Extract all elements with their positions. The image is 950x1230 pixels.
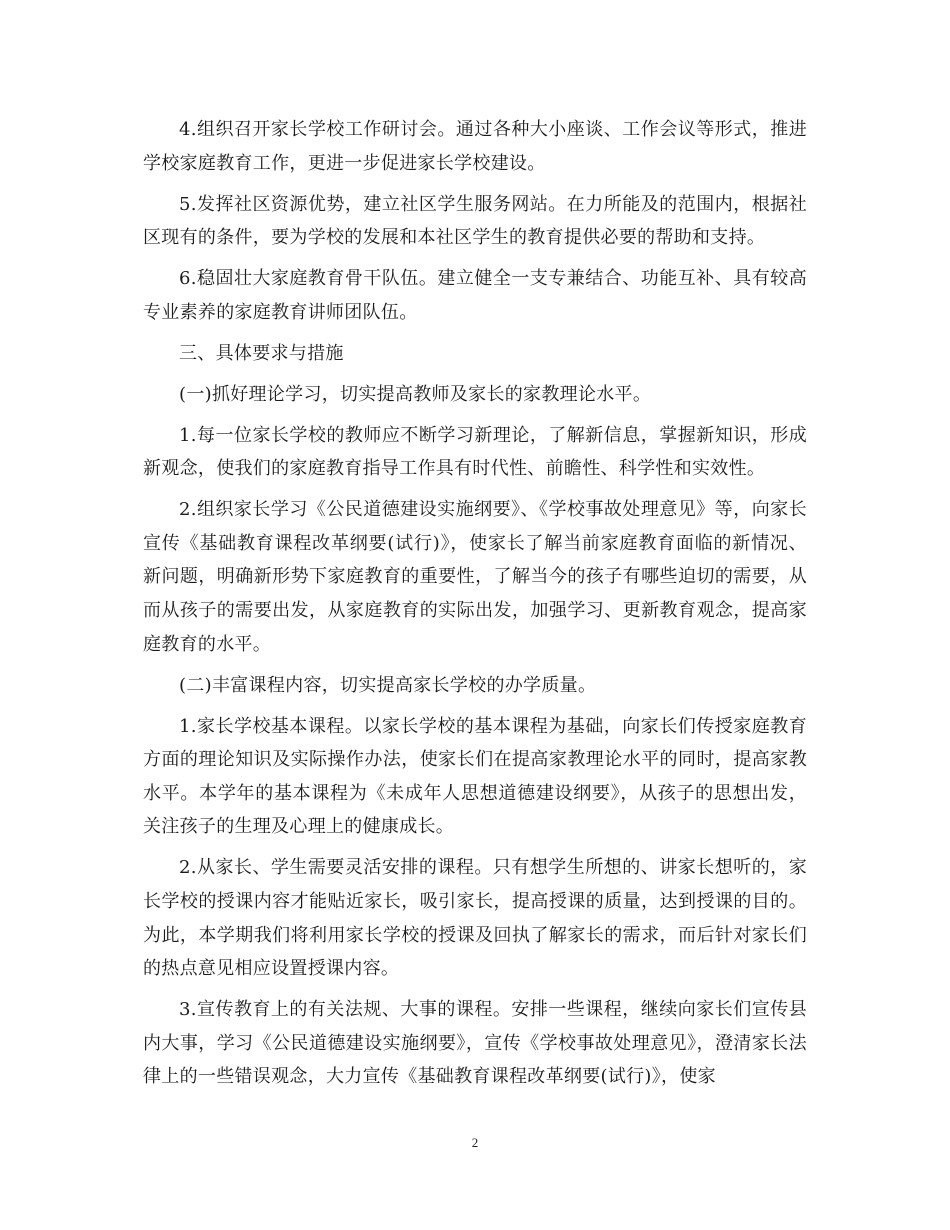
- paragraph-sub2-item-1: 1.家长学校基本课程。以家长学校的基本课程为基础，向家长们传授家庭教育方面的理论知识及实际操作办法，使家长们在提高家教理论水平的同时，提高家教水平。本学年的基本课程为《未成年人思想道德建设纲要》，从孩子的思想出发，关注孩子的生理及心理上的健康成长。: [143, 715, 807, 838]
- subsection-heading-2: (二)丰富课程内容，切实提高家长学校的办学质量。: [179, 674, 597, 696]
- paragraph-sub2-item-2: 2.从家长、学生需要灵活安排的课程。只有想学生所想的、讲家长想听的，家长学校的授课内容才能贴近家长，吸引家长，提高授课的质量，达到授课的目的。为此，本学期我们将利用家长学校的授课及回执了解家长的需求，而后针对家长们的热点意见相应设置授课内容。: [143, 857, 807, 980]
- paragraph-sub1-item-2: 2.组织家长学习《公民道德建设实施纲要》、《学校事故处理意见》等，向家长宣传《基础教育课程改革纲要(试行)》，使家长了解当前家庭教育面临的新情况、新问题，明确新形势下家庭教育的重要性，了解当今的孩子有哪些迫切的需要，从而从孩子的需要出发，从家庭教育的实际出发，加强学习、更新教育观念，提高家庭教育的水平。: [143, 499, 807, 655]
- paragraph-item-4: 4.组织召开家长学校工作研讨会。通过各种大小座谈、工作会议等形式，推进学校家庭教育工作，更进一步促进家长学校建设。: [143, 119, 807, 174]
- paragraph-sub2-item-3: 3.宣传教育上的有关法规、大事的课程。安排一些课程，继续向家长们宣传县内大事，学习《公民道德建设实施纲要》，宣传《学校事故处理意见》，澄清家长法律上的一些错误观念，大力宣传《基础教育课程改革纲要(试行)》，使家: [143, 999, 807, 1088]
- paragraph-item-5: 5.发挥社区资源优势，建立社区学生服务网站。在力所能及的范围内，根据社区现有的条件，要为学校的发展和本社区学生的教育提供必要的帮助和支持。: [143, 193, 807, 249]
- page-number: 2: [471, 1135, 479, 1150]
- document-body: [143, 113, 807, 1101]
- paragraph-item-6: 6.稳固壮大家庭教育骨干队伍。建立健全一支专兼结合、功能互补、具有较高专业素养的家庭教育讲师团队伍。: [143, 268, 807, 323]
- section-heading-3: 三、具体要求与措施: [179, 342, 344, 364]
- paragraph-sub1-item-1: 1.每一位家长学校的教师应不断学习新理论，了解新信息，掌握新知识，形成新观念，使我们的家庭教育指导工作具有时代性、前瞻性、科学性和实效性。: [143, 424, 807, 480]
- subsection-heading-1: (一)抓好理论学习，切实提高教师及家长的家教理论水平。: [179, 383, 652, 405]
